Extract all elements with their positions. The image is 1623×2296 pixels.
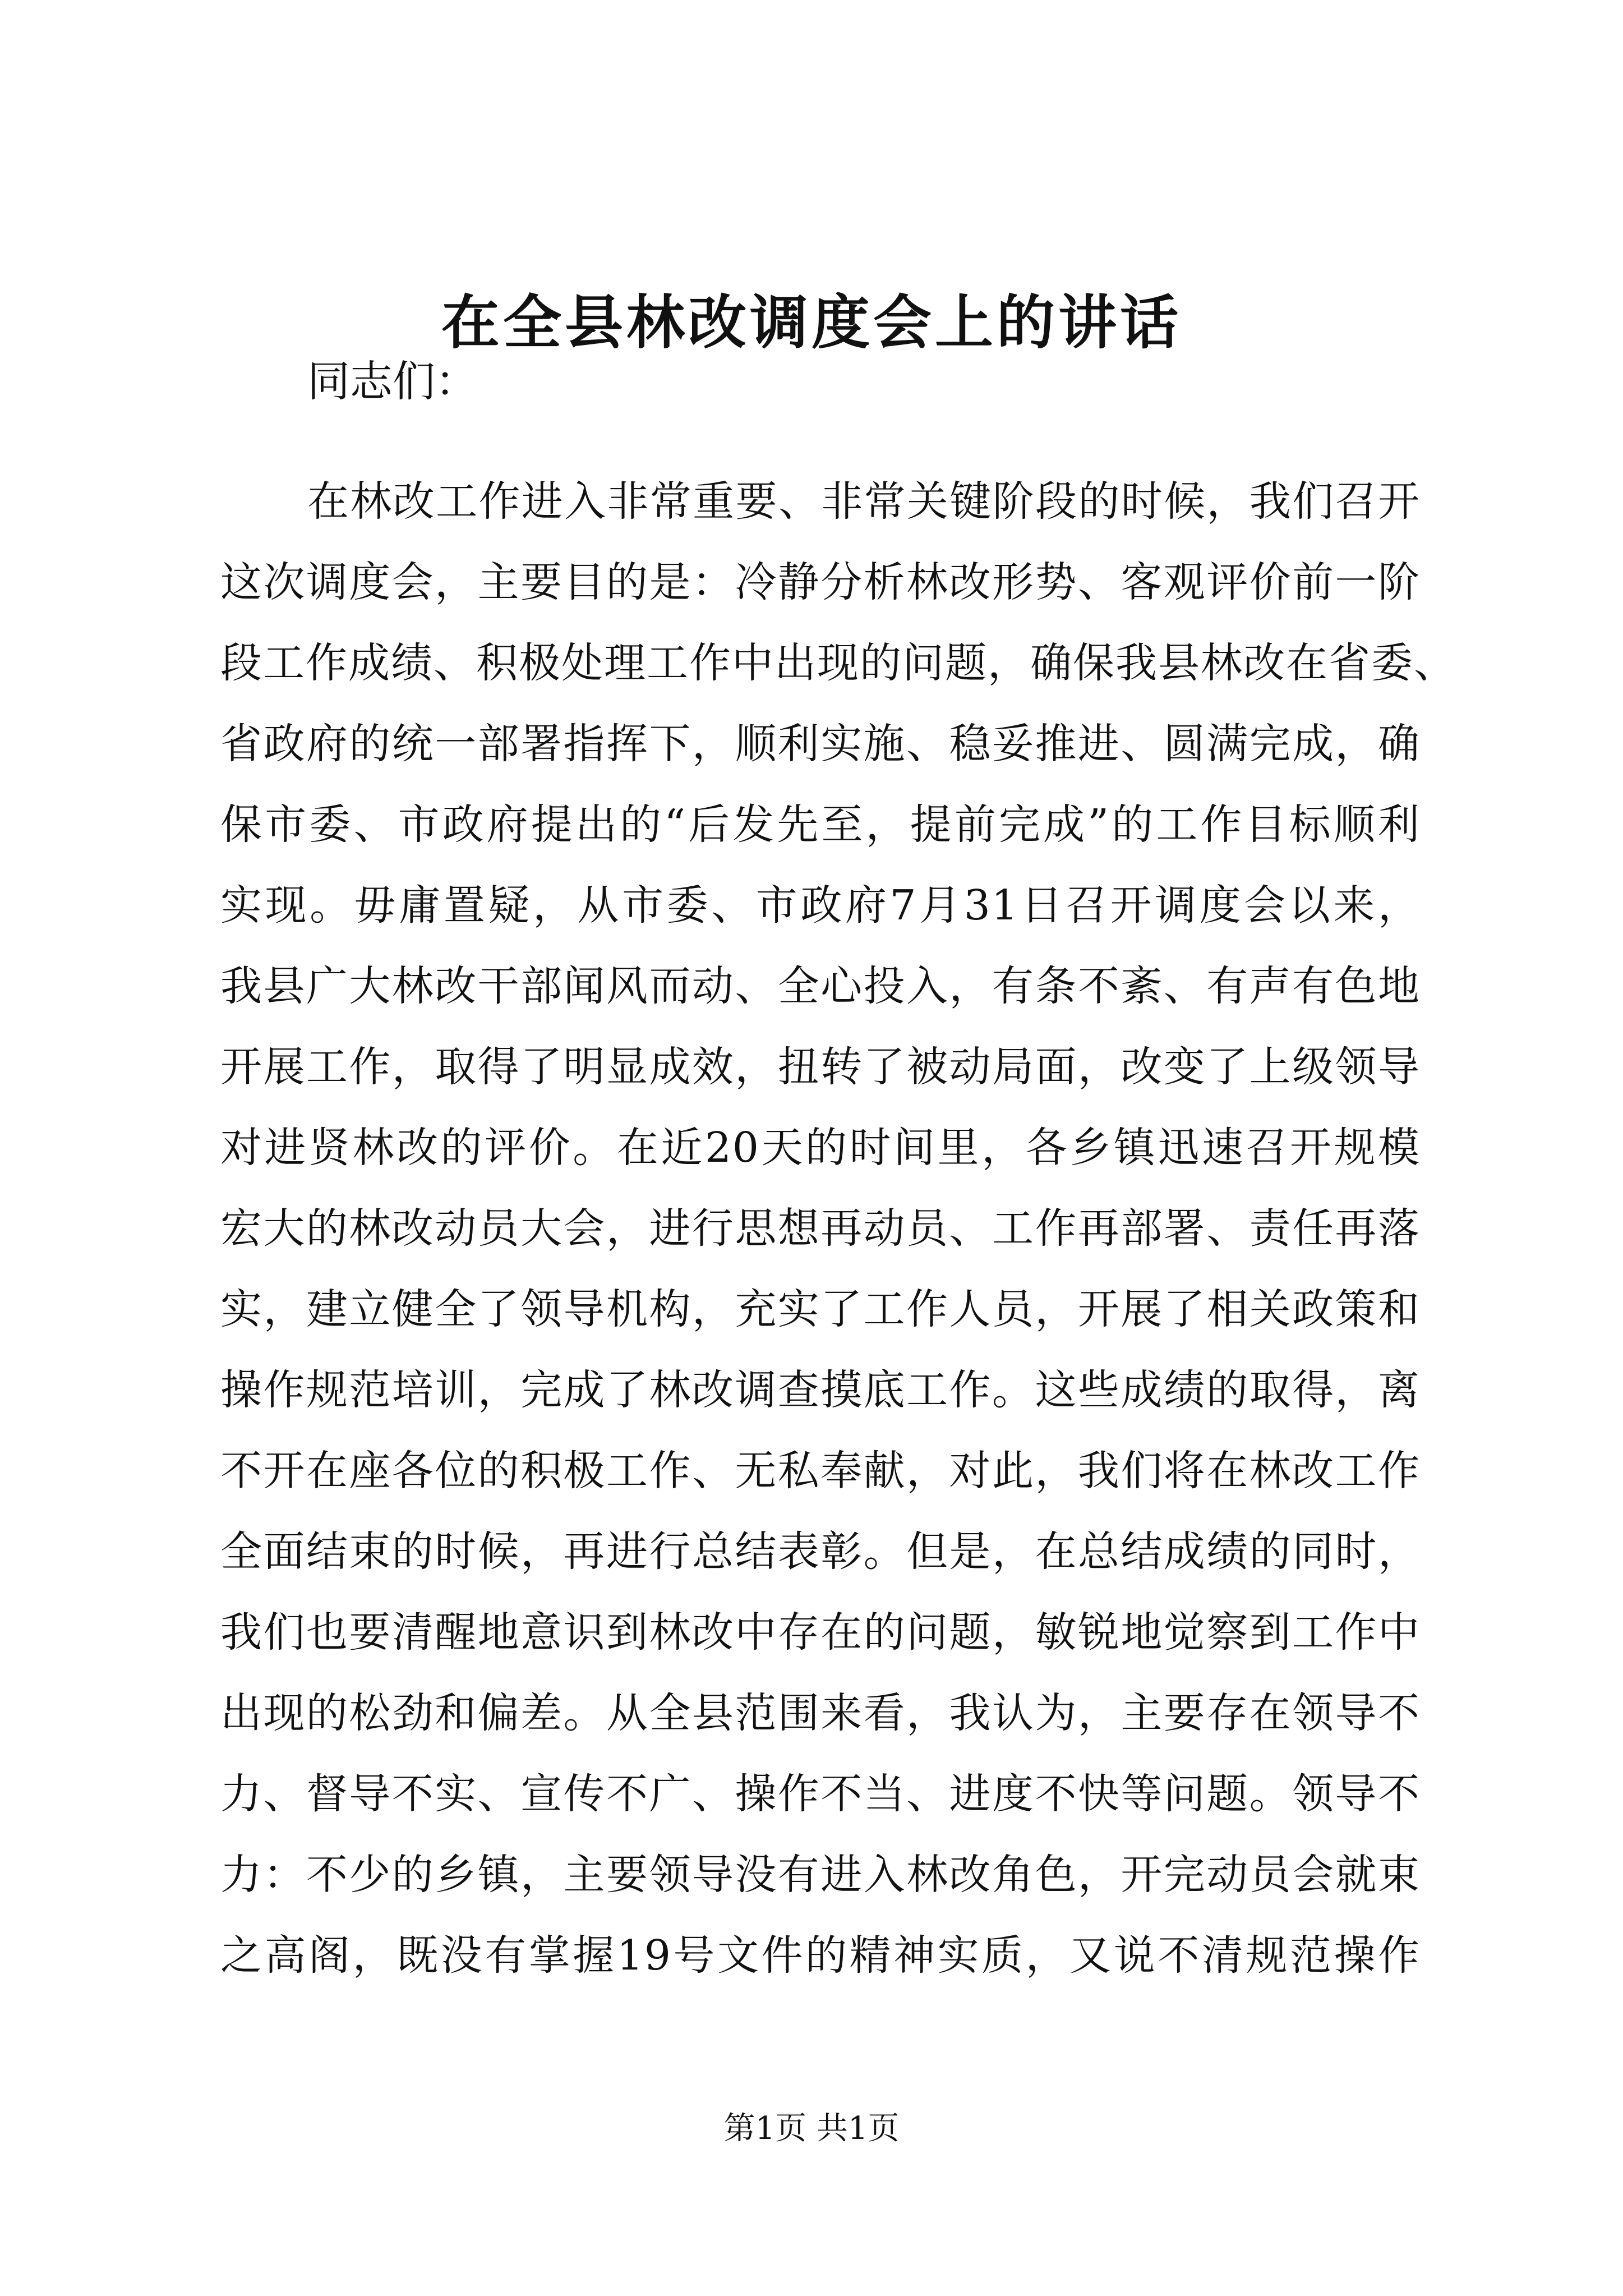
body-line: 保市委、市政府提出的“后发先至，提前完成”的工作目标顺利 [220,800,1421,849]
body-line: 段工作成绩、积极处理工作中出现的问题，确保我县林改在省委、 [220,639,1456,687]
body-line: 省政府的统一部署指挥下，顺利实施、稳妥推进、圆满完成，确 [220,720,1421,768]
page-footer: 第1页 共1页 [723,2110,900,2147]
body-line: 在林改工作进入非常重要、非常关键阶段的时候，我们召开 [307,477,1421,526]
body-line: 宏大的林改动员大会，进行思想再动员、工作再部署、责任再落 [220,1204,1421,1253]
body-line: 我县广大林改干部闻风而动、全心投入，有条不紊、有声有色地 [220,962,1421,1010]
body-line: 全面结束的时候，再进行总结表彰。但是，在总结成绩的同时， [220,1527,1421,1576]
body-line: 不开在座各位的积极工作、无私奉献，对此，我们将在林改工作 [220,1447,1421,1495]
body-line: 实，建立健全了领导机构，充实了工作人员，开展了相关政策和 [220,1285,1421,1333]
body-line: 实现。毋庸置疑，从市委、市政府7月31日召开调度会以来， [220,881,1421,930]
body-line: 这次调度会，主要目的是：冷静分析林改形势、客观评价前一阶 [220,558,1421,606]
body-line: 出现的松劲和偏差。从全县范围来看，我认为，主要存在领导不 [220,1689,1421,1737]
body-line: 对进贤林改的评价。在近20天的时间里，各乡镇迅速召开规模 [220,1124,1421,1172]
body-line: 之高阁，既没有掌握19号文件的精神实质，又说不清规范操作 [220,1931,1421,1980]
salutation: 同志们： [307,356,478,406]
body-line: 开展工作，取得了明显成效，扭转了被动局面，改变了上级领导 [220,1043,1421,1091]
document-title: 在全县林改调度会上的讲话 [441,288,1182,357]
body-line: 操作规范培训，完成了林改调查摸底工作。这些成绩的取得，离 [220,1366,1421,1414]
body-line: 力：不少的乡镇，主要领导没有进入林改角色，开完动员会就束 [220,1851,1421,1899]
body-text [220,461,1456,1996]
body-line: 我们也要清醒地意识到林改中存在的问题，敏锐地觉察到工作中 [220,1608,1421,1657]
body-line: 力、督导不实、宣传不广、操作不当、进度不快等问题。领导不 [220,1770,1421,1818]
